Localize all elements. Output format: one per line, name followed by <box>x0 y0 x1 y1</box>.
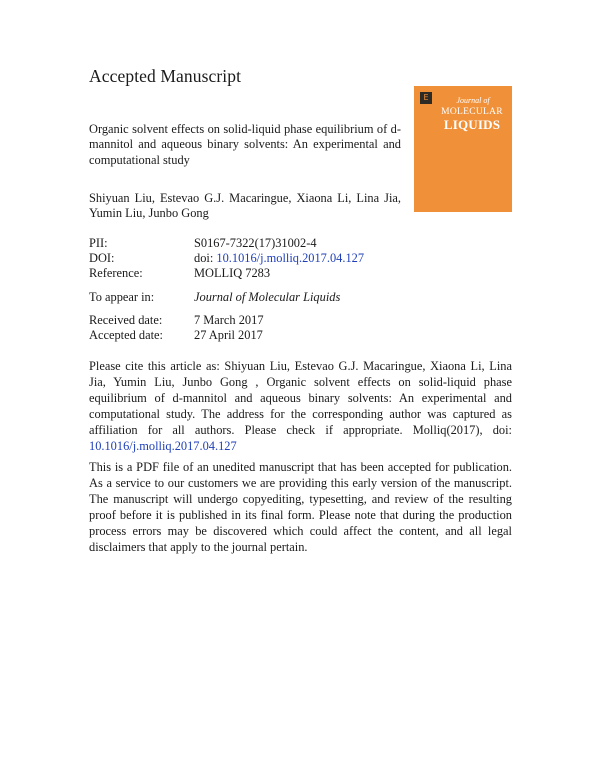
cover-title-line-2: LIQUIDS <box>443 117 501 132</box>
pii-label: PII: <box>89 236 108 250</box>
doi-link[interactable]: 10.1016/j.molliq.2017.04.127 <box>216 251 365 265</box>
accepted-label: Accepted date: <box>89 328 163 342</box>
journal-cover-image <box>414 86 512 212</box>
doi-prefix: doi: <box>194 251 214 265</box>
journal-name: Journal of Molecular Liquids <box>194 290 341 304</box>
received-label: Received date: <box>89 313 163 327</box>
cover-journal-of: Journal of <box>456 96 490 105</box>
accepted-value: 27 April 2017 <box>194 328 263 342</box>
publisher-logo-icon: E <box>420 92 432 104</box>
pii-value: S0167-7322(17)31002-4 <box>194 236 317 250</box>
citation-text: Please cite this article as: Shiyuan Liu, Estevao G.J. Macaringue, Xiaona Li, Lina Jia, Yumin Liu, Junbo Gong , Organic solvent effects on solid-liquid phase equilibrium of d-mannitol and aqueous binary solvents: An experimental and computational study. The address for the corresponding author was captured as affiliation for all authors. Please check if appropriate. Molliq(2017), doi: <box>89 359 512 438</box>
author-list: Shiyuan Liu, Estevao G.J. Macaringue, Xiaona Li, Lina Jia, Yumin Liu, Junbo Gong <box>89 191 401 221</box>
notice-paragraph: This is a PDF file of an unedited manuscript that has been accepted for publication. As a service to our customers we are providing this early version of the manuscript. The manuscript will undergo copyediting, typesetting, and review of the resulting proof before it is published in its final form. Please note that during the production process errors may be discovered which could affect the content, and all legal disclaimers that apply to the journal pertain. <box>89 460 512 555</box>
doi-value <box>194 251 364 266</box>
article-title: Organic solvent effects on solid-liquid phase equilibrium of d-mannitol and aqueous binary solvents: An experimental and computational study <box>89 122 401 167</box>
citation-paragraph <box>89 358 512 455</box>
reference-label: Reference: <box>89 266 143 280</box>
page-heading: Accepted Manuscript <box>89 66 242 86</box>
doi-label: DOI: <box>89 251 115 265</box>
to-appear-label: To appear in: <box>89 290 155 304</box>
cover-title-line-1: MOLECULAR <box>441 107 503 117</box>
reference-value: MOLLIQ 7283 <box>194 266 271 280</box>
received-value: 7 March 2017 <box>194 313 264 327</box>
citation-doi-link[interactable]: 10.1016/j.molliq.2017.04.127 <box>89 439 237 454</box>
